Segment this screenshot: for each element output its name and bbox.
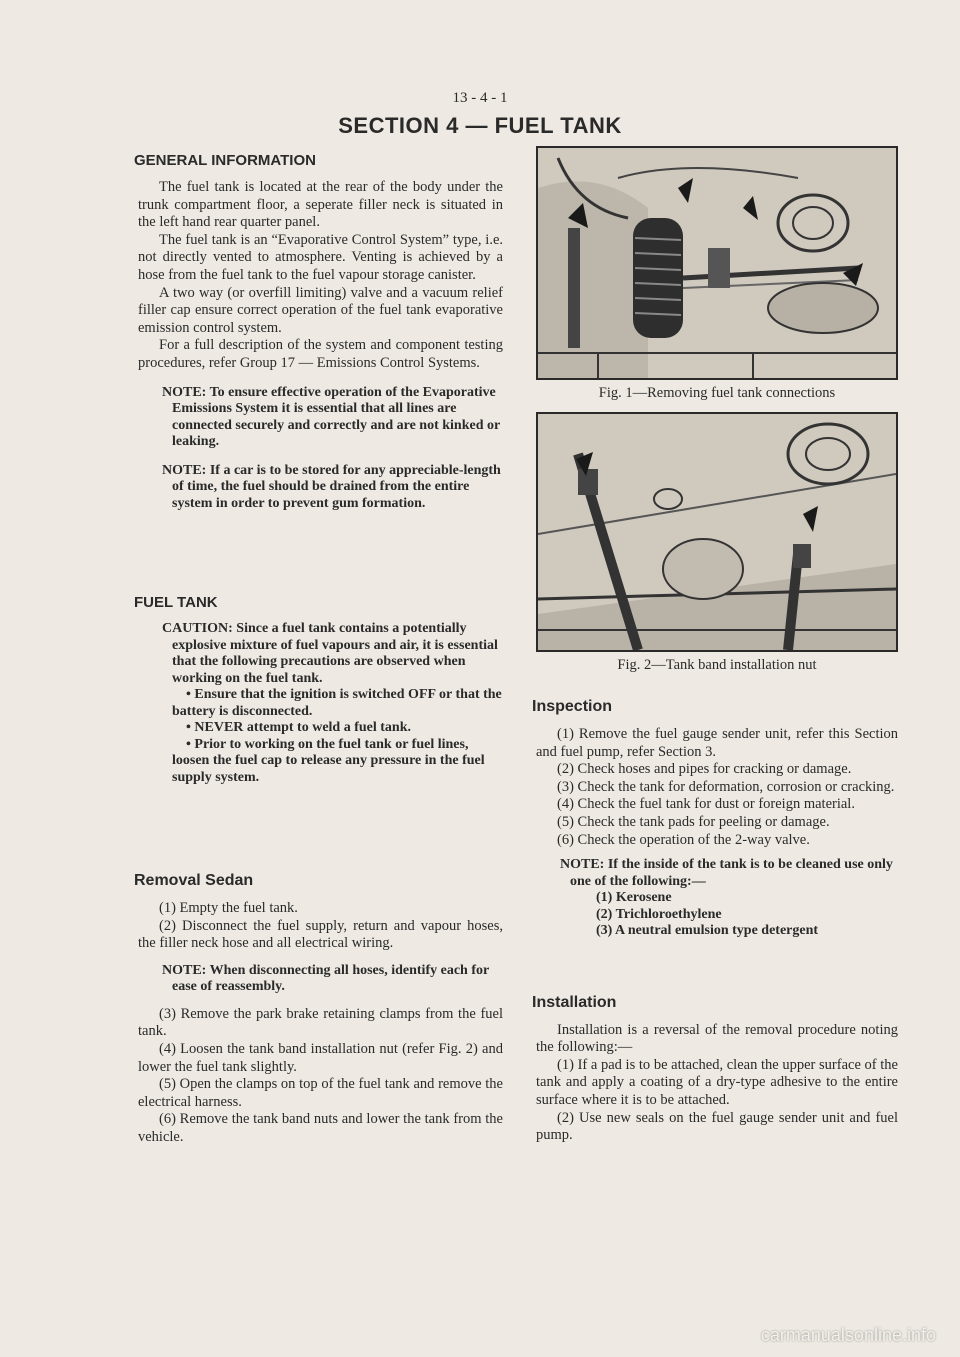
- inspection-step-4: (4) Check the fuel tank for dust or foreign material.: [557, 796, 855, 813]
- removal-step-4: (4) Loosen the tank band installation nut (refer Fig. 2) and lower the fuel tank slightly.: [138, 1041, 503, 1075]
- general-paragraph-3: A two way (or overfill limiting) valve and a vacuum relief filler cap ensure correct operation of the fuel tank evaporative emission control system.: [138, 284, 503, 336]
- general-paragraph-2: The fuel tank is an “Evaporative Control System” type, i.e. not directly vented to atmosphere. Venting is achieved by a hose from the fuel tank to the fuel vapour storage canister.: [138, 231, 503, 283]
- caution-bullet-weld: • NEVER attempt to weld a fuel tank.: [186, 720, 412, 736]
- left-column: [134, 146, 503, 1147]
- cleaner-trichloroethylene: (2) Trichloroethylene: [596, 906, 722, 922]
- general-information-heading: GENERAL INFORMATION: [134, 152, 316, 169]
- inspection-step-3: (3) Check the tank for deformation, corrosion or cracking.: [557, 778, 895, 795]
- section-title: SECTION 4 — FUEL TANK: [338, 113, 622, 138]
- inspection-note: NOTE: If the inside of the tank is to be cleaned use only one of the following:—: [560, 857, 893, 889]
- page-number: 13 - 4 - 1: [452, 90, 508, 106]
- inspection-step-6: (6) Check the operation of the 2-way valve.: [557, 831, 810, 848]
- removal-sedan-heading: Removal Sedan: [134, 872, 254, 890]
- removal-step-1: (1) Empty the fuel tank.: [159, 900, 298, 917]
- inspection-step-1: (1) Remove the fuel gauge sender unit, refer this Section and fuel pump, refer Section 3.: [536, 726, 898, 760]
- installation-heading: Installation: [532, 993, 617, 1011]
- installation-step-1: (1) If a pad is to be attached, clean the upper surface of the tank and apply a coating of a dry-type adhesive to the entire surface where it is to be attached.: [536, 1056, 898, 1109]
- inspection-step-5: (5) Check the tank pads for peeling or damage.: [557, 813, 830, 830]
- caution-bullet-ignition: • Ensure that the ignition is switched OFF or that the battery is disconnected.: [172, 687, 502, 719]
- right-column: [532, 146, 898, 1145]
- figure-2: [536, 412, 898, 652]
- installation-intro: Installation is a reversal of the removal procedure noting the following:—: [536, 1021, 898, 1056]
- cleaner-detergent: (3) A neutral emulsion type detergent: [596, 923, 819, 939]
- removal-note: NOTE: When disconnecting all hoses, identify each for ease of reassembly.: [162, 962, 489, 995]
- caution-bullet-fuel-cap: • Prior to working on the fuel tank or fuel lines, loosen the fuel cap to release any pressure in the fuel supply system.: [172, 736, 485, 785]
- removal-step-2: (2) Disconnect the fuel supply, return and vapour hoses, the filler neck hose and all electrical wiring.: [138, 917, 503, 952]
- installation-step-2: (2) Use new seals on the fuel gauge sender unit and fuel pump.: [536, 1109, 898, 1144]
- inspection-step-2: (2) Check hoses and pipes for cracking or damage.: [557, 761, 852, 778]
- removal-step-6: (6) Remove the tank band nuts and lower the tank from the vehicle.: [138, 1111, 503, 1145]
- figure-1: [536, 146, 898, 380]
- note-storage: NOTE: If a car is to be stored for any appreciable-length of time, the fuel should be drained from the entire system in order to prevent gum formation.: [162, 462, 501, 511]
- general-paragraph-1: The fuel tank is located at the rear of the body under the trunk compartment floor, a seperate filler neck is situated in the left hand rear quarter panel.: [138, 179, 503, 231]
- inspection-heading: Inspection: [532, 698, 613, 715]
- removal-step-3: (3) Remove the park brake retaining clamps from the fuel tank.: [138, 1005, 503, 1040]
- fuel-tank-connections-illustration: [538, 148, 896, 378]
- general-paragraph-4: For a full description of the system and component testing procedures, refer Group 17 — Emissions Control Systems.: [138, 337, 503, 371]
- note-evaporative: NOTE: To ensure effective operation of the Evaporative Emissions System it is essential that all lines are connected securely and correctly and are not kinked or leaking.: [162, 384, 500, 450]
- figure-1-caption: Fig. 1—Removing fuel tank connections: [598, 385, 836, 401]
- figure-2-caption: Fig. 2—Tank band installation nut: [617, 657, 817, 673]
- watermark: carmanualsonline.info: [760, 1325, 936, 1345]
- fuel-tank-heading: FUEL TANK: [134, 594, 218, 612]
- caution-text: CAUTION: Since a fuel tank contains a potentially explosive mixture of fuel vapours and air, it is essential that the following precautions are observed when working on the fuel tank.: [162, 621, 498, 686]
- cleaner-kerosene: (1) Kerosene: [596, 890, 672, 906]
- tank-band-nut-illustration: [538, 414, 896, 650]
- removal-step-5: (5) Open the clamps on top of the fuel tank and remove the electrical harness.: [138, 1076, 503, 1110]
